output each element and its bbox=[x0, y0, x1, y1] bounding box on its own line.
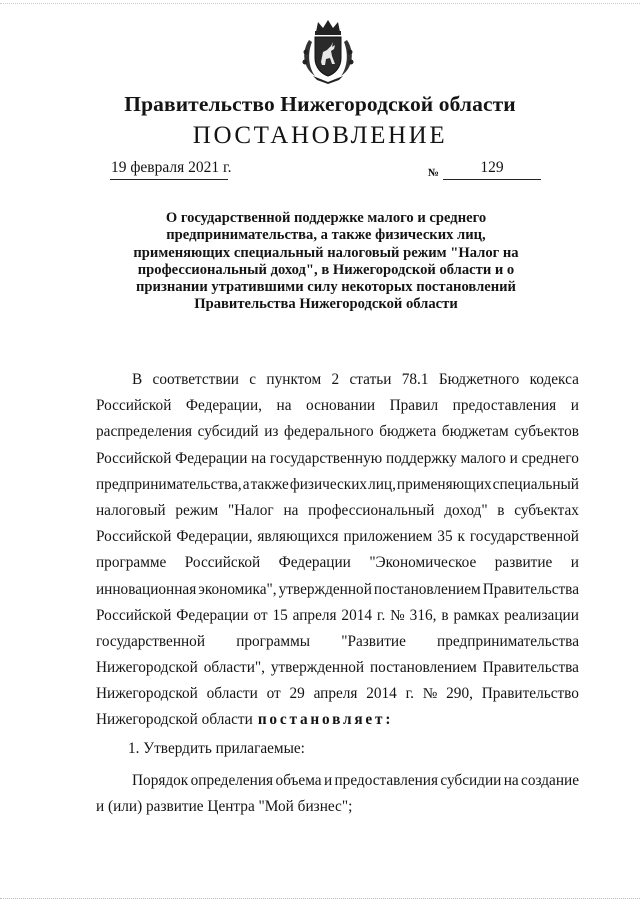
body-word: лиц, bbox=[368, 475, 396, 493]
body-word: Правительство bbox=[481, 685, 579, 703]
body-word: В bbox=[132, 371, 143, 388]
body-word: г. bbox=[405, 685, 414, 703]
body-word: Федерации bbox=[176, 606, 249, 624]
colon: : bbox=[385, 711, 391, 729]
body-line bbox=[96, 524, 579, 550]
body-word: Российской bbox=[96, 528, 172, 546]
body-word: кодекса bbox=[529, 371, 579, 388]
body-word: в bbox=[441, 606, 449, 624]
resolves-word: постановляет bbox=[257, 711, 386, 729]
body-word: от bbox=[253, 606, 268, 624]
document-body bbox=[96, 367, 579, 820]
body-word: государственную bbox=[269, 449, 383, 467]
order-paragraph bbox=[96, 768, 579, 820]
body-word: предоставления bbox=[452, 397, 557, 415]
body-word: определения bbox=[190, 771, 274, 789]
body-word: налоговый bbox=[96, 501, 166, 519]
body-word: в bbox=[497, 501, 505, 519]
page-top-edge bbox=[0, 3, 640, 4]
body-word: также bbox=[250, 475, 289, 493]
body-word: 2 bbox=[331, 371, 340, 388]
body-word: от bbox=[266, 685, 281, 703]
body-line bbox=[96, 629, 579, 655]
body-word: предпринимательства, bbox=[96, 475, 242, 493]
body-word: Федерации, bbox=[176, 528, 253, 546]
body-word: инновационная bbox=[96, 580, 197, 598]
body-line bbox=[96, 768, 579, 794]
body-word: с bbox=[249, 371, 257, 388]
body-word: применяющих bbox=[396, 475, 492, 493]
body-word: режим bbox=[175, 501, 219, 519]
body-word: Бюджетного bbox=[438, 371, 520, 388]
body-word: доход" bbox=[444, 501, 488, 519]
body-word: "Развитие bbox=[341, 632, 406, 650]
body-word: бюджетам bbox=[441, 423, 509, 441]
body-word: предпринимательства bbox=[437, 632, 579, 650]
body-word: 15 bbox=[272, 606, 288, 624]
document-date: 19 февраля 2021 г. bbox=[111, 159, 232, 176]
body-word: 29 bbox=[289, 685, 305, 703]
body-word: программы bbox=[236, 632, 311, 650]
body-word: развитие bbox=[494, 554, 553, 572]
government-title: Правительство Нижегородской области bbox=[124, 92, 516, 116]
body-line bbox=[96, 707, 579, 733]
heading-line: О государственной поддержке малого и среднего bbox=[165, 210, 487, 226]
heading-line: предпринимательства, а также физических лиц, bbox=[166, 227, 486, 244]
body-word: № bbox=[422, 685, 438, 703]
item-1: 1. Утвердить прилагаемые: bbox=[128, 739, 305, 757]
body-word: создание bbox=[521, 771, 579, 789]
body-word: на bbox=[283, 501, 299, 519]
body-word: специальный bbox=[492, 475, 579, 493]
body-word: распределения bbox=[96, 423, 193, 441]
body-word: "Экономическое bbox=[369, 554, 477, 572]
body-word: Правительства bbox=[482, 580, 579, 598]
body-line bbox=[96, 472, 579, 498]
body-word: федерального bbox=[284, 423, 374, 441]
body-word: 316, bbox=[409, 606, 437, 624]
body-word: 290, bbox=[446, 685, 473, 703]
body-line bbox=[96, 794, 579, 820]
body-word: и bbox=[570, 397, 579, 415]
number-sign: № bbox=[428, 167, 440, 179]
body-word: Правил bbox=[389, 397, 439, 415]
body-word: приложением bbox=[343, 528, 433, 546]
body-line bbox=[96, 498, 579, 524]
body-word: экономика", bbox=[198, 580, 277, 598]
body-word: Российской bbox=[96, 606, 172, 624]
body-line-text: Нижегородской области bbox=[96, 711, 253, 729]
body-word: субсидий bbox=[197, 423, 259, 441]
heading-line: профессиональный доход", в Нижегородской области и о bbox=[137, 261, 515, 278]
body-line bbox=[96, 367, 579, 393]
body-word: профессиональный bbox=[308, 501, 435, 519]
body-word: на bbox=[251, 449, 267, 467]
body-word: 2014 bbox=[366, 685, 397, 703]
body-line bbox=[96, 603, 579, 629]
body-word: апреля bbox=[313, 685, 358, 703]
body-word: и bbox=[509, 449, 518, 467]
body-word: субсидии bbox=[440, 771, 502, 789]
body-word: № bbox=[390, 606, 405, 624]
heading-line: признании утратившими силу некоторых постановлений bbox=[136, 279, 516, 296]
body-word: пунктом bbox=[266, 371, 322, 388]
body-word: к bbox=[457, 528, 465, 546]
body-word: Нижегородской bbox=[96, 659, 198, 677]
body-word: малого bbox=[460, 449, 506, 467]
body-word: объема bbox=[275, 771, 322, 789]
body-word: на bbox=[503, 771, 519, 789]
body-word: соответствии bbox=[152, 371, 239, 388]
body-word: Порядок bbox=[132, 771, 189, 789]
preamble-paragraph bbox=[96, 367, 579, 707]
body-word: рамках bbox=[453, 606, 500, 624]
body-word: 35 bbox=[437, 528, 453, 546]
body-word: и bbox=[323, 771, 333, 789]
heading-line: Правительства Нижегородской области bbox=[194, 296, 458, 313]
body-line bbox=[96, 577, 579, 603]
body-line bbox=[96, 393, 579, 419]
body-word: на bbox=[276, 397, 292, 415]
body-word: постановлением bbox=[373, 580, 481, 598]
body-word: Российской bbox=[96, 449, 172, 467]
body-word: государственной bbox=[96, 632, 206, 650]
body-word: 78.1 bbox=[401, 371, 429, 388]
body-word: Российской bbox=[96, 397, 172, 415]
body-word: области bbox=[206, 685, 258, 703]
body-word: апреля bbox=[292, 606, 337, 624]
body-line bbox=[96, 550, 579, 576]
body-word: поддержку bbox=[385, 449, 457, 467]
document-type: ПОСТАНОВЛЕНИЕ bbox=[192, 122, 448, 149]
body-line bbox=[96, 446, 579, 472]
body-word: Российской bbox=[184, 554, 261, 572]
body-word: среднего bbox=[521, 449, 579, 467]
body-word: являющихся bbox=[257, 528, 339, 546]
body-word: и bbox=[570, 554, 579, 572]
body-word: 2014 bbox=[341, 606, 373, 624]
body-word: основании bbox=[306, 397, 376, 415]
page-bottom-edge bbox=[0, 898, 640, 899]
body-line bbox=[96, 681, 579, 707]
date-underline bbox=[110, 179, 228, 180]
body-word: области", bbox=[203, 659, 265, 677]
body-word: статьи bbox=[349, 371, 392, 388]
body-word: предоставления bbox=[334, 771, 439, 789]
body-word: Федерации bbox=[278, 554, 351, 572]
body-line bbox=[96, 655, 579, 681]
heading-line: применяющих специальный налоговый режим "Налог на bbox=[133, 244, 519, 261]
body-word: реализации bbox=[504, 606, 579, 624]
body-word: физических bbox=[289, 475, 368, 493]
body-word: субъектов bbox=[514, 423, 579, 441]
body-word: программе bbox=[96, 554, 167, 572]
body-word: Правительства bbox=[482, 659, 579, 677]
document-number: 129 bbox=[480, 159, 504, 176]
body-word: утвержденной bbox=[278, 580, 372, 598]
document-heading bbox=[110, 210, 542, 314]
body-word: Нижегородской bbox=[96, 685, 198, 703]
body-word: из bbox=[264, 423, 279, 441]
body-word: Федерации bbox=[175, 449, 248, 467]
body-word: бюджета bbox=[379, 423, 437, 441]
body-word: "Налог bbox=[227, 501, 274, 519]
body-word: Федерации, bbox=[185, 397, 262, 415]
body-word: а bbox=[242, 475, 250, 493]
body-line bbox=[96, 419, 579, 445]
body-word: субъектах bbox=[514, 501, 579, 519]
body-word: г. bbox=[376, 606, 386, 624]
number-underline bbox=[443, 179, 541, 180]
body-word: государственной bbox=[469, 528, 579, 546]
body-word: утвержденной bbox=[270, 659, 365, 677]
body-line-text: и (или) развитие Центра "Мой бизнес"; bbox=[96, 798, 353, 815]
coat-of-arms-icon bbox=[299, 18, 357, 84]
body-word: постановлением bbox=[370, 659, 477, 677]
